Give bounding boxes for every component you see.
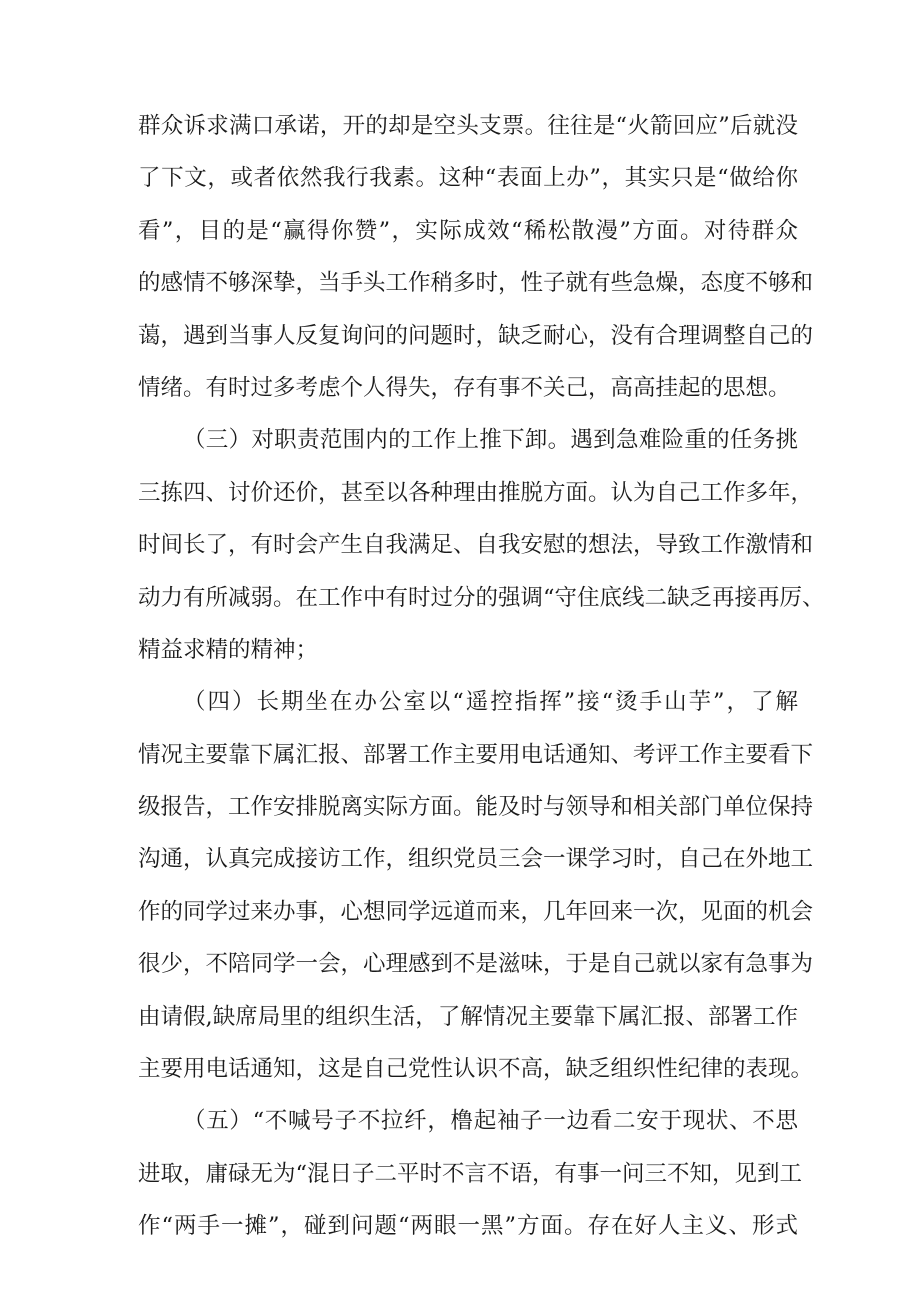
text-line: 精益求精的精神； [138, 636, 319, 663]
text-line: 进取，庸碌无为“混日子二平时不言不语，有事一问三不知，见到工 [138, 1160, 803, 1187]
paragraph-five [138, 1095, 803, 1252]
paragraph-continued [138, 100, 814, 414]
text-line: 的感情不够深挚，当手头工作稍多时，性子就有些急燥，态度不够和 [138, 270, 814, 297]
text-line: 主要用电话通知，这是自己党性认识不高，缺乏组织性纪律的表现。 [138, 1056, 814, 1083]
paragraph-four [138, 676, 814, 1095]
text-line: 级报告，工作安排脱离实际方面。能及时与领导和相关部门单位保持 [138, 794, 814, 821]
text-line: 情绪。有时过多考虑个人得失，存有事不关己，高高挂起的思想。 [138, 374, 791, 401]
text-line: 群众诉求满口承诺，开的却是空头支票。往往是“火箭回应”后就没 [138, 113, 798, 139]
text-line: 三拣四、讨价还价，甚至以各种理由推脱方面。认为自己工作多年， [138, 479, 814, 506]
text-line: 看”，目的是“赢得你赞”，实际成效“稀松散漫”方面。对待群众 [138, 217, 798, 244]
paragraph-three [138, 414, 825, 676]
text-line: 很少，不陪同学一会，心理感到不是滋味，于是自己就以家有急事为 [138, 951, 814, 978]
text-line: （四）长期坐在办公室以“遥控指挥”接“烫手山芋”，了解 [183, 689, 798, 716]
text-line: 时间长了，有时会产生自我满足、自我安慰的想法，导致工作激情和 [138, 532, 814, 559]
document-body [138, 100, 825, 1253]
text-line: 沟通，认真完成接访工作，组织党员三会一课学习时，自己在外地工 [138, 846, 814, 873]
text-line: （五）“不喊号子不拉纤，橹起袖子一边看二安于现状、不思 [183, 1108, 798, 1135]
text-line: 蔼，遇到当事人反复询问的问题时，缺乏耐心，没有合理调整自己的 [138, 322, 814, 349]
text-line: 了下文，或者依然我行我素。这种“表面上办”，其实只是“做给你 [138, 165, 798, 192]
text-line: 作“两手一摊”，碰到问题“两眼一黑”方面。存在好人主义、形式 [138, 1213, 798, 1240]
text-line: （三）对职责范围内的工作上推下卸。遇到急难险重的任务挑 [183, 427, 798, 454]
text-line: 由请假,缺席局里的组织生活，了解情况主要靠下属汇报、部署工作 [138, 1003, 798, 1030]
text-line: 作的同学过来办事，心想同学远道而来，几年回来一次，见面的机会 [138, 898, 814, 925]
text-line: 情况主要靠下属汇报、部署工作主要用电话通知、考评工作主要看下 [138, 741, 814, 768]
text-line: 动力有所减弱。在工作中有时过分的强调“守住底线二缺乏再接再厉、 [138, 584, 825, 611]
